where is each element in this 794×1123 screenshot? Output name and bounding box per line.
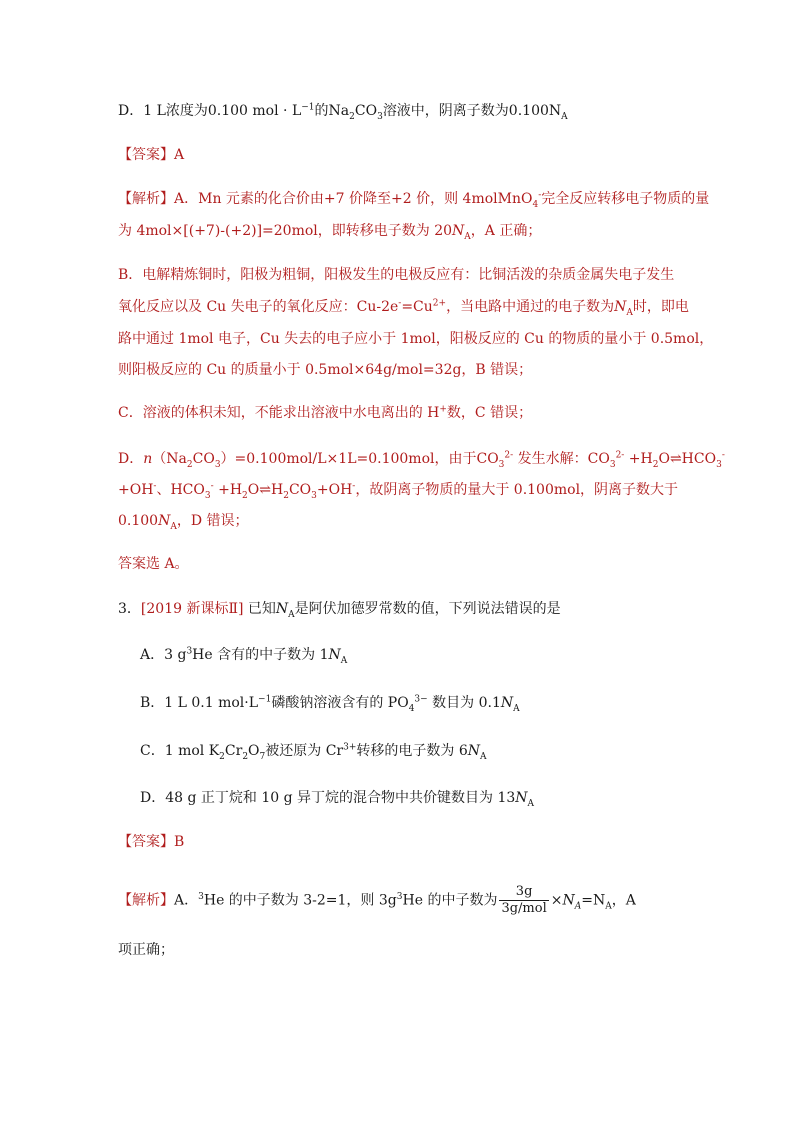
analysis-1-a-line1: 【解析】A．Mn 元素的化合价由+7 价降至+2 价，则 4molMnO$_4$-完全反应转移电子物质的量 [118, 190, 710, 210]
answer-value: B [174, 834, 185, 850]
question-3-option-d: D．48 g 正丁烷和 10 g 异丁烷的混合物中共价键数目为 $13N_A$ [140, 790, 535, 809]
question-3-option-b: B．1 L 0.1 $mol\cdot L^{-1}$磷酸钠溶液含有的 $PO_4^{3-}$ 数目为 $0.1N_A$ [140, 694, 520, 714]
analysis-1-d-line3: $0.100N_A$，D 错误； [118, 513, 249, 532]
analysis-1-b-line2: 氧化反应以及 Cu 失电子的氧化反应：$Cu-2e^-=Cu^{2+}$，当电路中通过的电子数为$N_A$时，即电 [118, 298, 689, 318]
analysis-1-b-line4: 则阳极反应的 Cu 的质量小于 0.5mol×64g/mol=32g，B 错误； [118, 362, 533, 378]
answer-value: A [174, 147, 185, 163]
question-source: [2019 新课标Ⅱ] [140, 601, 244, 617]
question-number: 3． [118, 601, 141, 617]
answer-2 [118, 833, 184, 851]
answer-1 [118, 146, 184, 164]
question-3-stem: 3．[2019 新课标Ⅱ] 已知$N_A$是阿伏加德罗常数的值，下列说法错误的是 [118, 601, 561, 620]
analysis-1-c: C．溶液的体积未知，不能求出溶液中水电离出的 H+数，C 错误； [118, 404, 533, 421]
analysis-tag: 【解析】 [118, 191, 174, 207]
analysis-1-b-line1: B．电解精炼铜时，阳极为粗铜，阳极发生的电极反应有：比铜活泼的杂质金属失电子发生 [118, 267, 675, 283]
analysis-1-d-line1: D．$n(Na_2CO_3)=0.100mol/L\times 1L=0.100mol$，由于$CO_3^{2-}$ 发生水解：$CO_3^{2-}$ $+H_2O\rightleftharpoons HCO_3^-$ [118, 450, 725, 470]
question-3-option-a: A．3 $g^3He$ 含有的中子数为 $1N_A$ [140, 646, 348, 666]
analysis-tag: 【解析】 [118, 892, 174, 909]
analysis-2-line2: 项正确； [118, 942, 174, 958]
question-3-option-c: C．1 mol $K_2Cr_2O_7$被还原为 $Cr^{3+}$转移的电子数为 $6N_A$ [140, 742, 487, 762]
analysis-1-final: 答案选 A。 [118, 556, 189, 572]
fraction: $\frac{3g}{\text{3g/mol}}$ [501, 884, 547, 916]
answer-tag: 【答案】 [118, 147, 174, 163]
q2-option-d: D．1 L浓度为0.100 mol · $L^{-1}$的$Na_2CO_3$溶液中，阴离子数为$0.100N_A$ [118, 102, 568, 122]
answer-tag: 【答案】 [118, 834, 174, 850]
analysis-1-d-line2: +OH-、$HCO_3^-$ $+H_2O\rightleftharpoons H_2CO_3+OH^-$，故阴离子物质的量大于 0.100mol，阴离子数大于 [118, 481, 679, 501]
analysis-1-a-line2: 为 4mol×[(+7)-(+2)]=20mol，即转移电子数为 $20N_A$，A 正确； [118, 223, 542, 242]
analysis-1-b-line3: 路中通过 1mol 电子，Cu 失去的电子应小于 1mol，阳极反应的 Cu 的物质的量小于 0.5mol， [118, 331, 714, 347]
analysis-2-line1: 【解析】A．$^3$He 的中子数为 3-2=1，则 $3g^3He$ 的中子数为 $\frac{3g}{\text{3g/mol}}$ $\times N_A=N_A$，A [118, 884, 636, 916]
